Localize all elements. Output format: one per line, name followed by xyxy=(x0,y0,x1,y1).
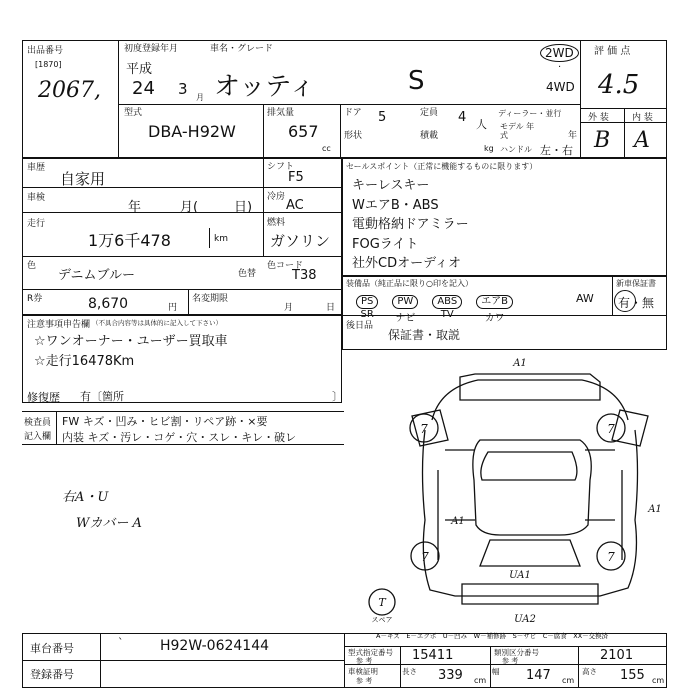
equipment-label: 装備品（純正品に限り○印を記入） xyxy=(346,279,473,288)
grade: S xyxy=(408,66,425,96)
length-label: 長さ xyxy=(402,667,417,676)
inspector-row-2: 内装 キズ・汚レ・コゲ・穴・スレ・キレ・破レ xyxy=(62,431,297,444)
inspector-label-1: 検査員 xyxy=(24,418,52,428)
mileage: 1万6千478 xyxy=(88,231,171,250)
damage-mark: 7 xyxy=(607,422,615,436)
lot-label: 出品番号 xyxy=(27,46,64,56)
damage-legend: A－キズ E－エクボ U－凹み W－補修跡 S－サビ C－腐食 XX－交換済 xyxy=(376,632,609,640)
sales-item: キーレスキー xyxy=(352,178,430,193)
equip-pw: PW xyxy=(392,295,418,309)
capacity-label: 定員 xyxy=(420,108,439,118)
name-change-label: 名変期限 xyxy=(192,294,229,304)
shift-label: シフト xyxy=(267,162,295,172)
displacement-label: 排気量 xyxy=(267,108,295,118)
lot-number: 2067, xyxy=(38,78,101,103)
ac: AC xyxy=(286,198,304,213)
spare-label: スペア xyxy=(371,616,393,624)
color-change-label: 色替 xyxy=(238,269,257,279)
equip-ps: PS xyxy=(356,295,378,309)
equip-leather: カワ xyxy=(484,313,505,324)
equip-tv: TV xyxy=(440,309,454,320)
damage-mark: A1 xyxy=(451,516,465,527)
width: 147 xyxy=(526,668,551,683)
category: 2101 xyxy=(600,648,634,663)
reg-month: 3 xyxy=(178,80,188,98)
damage-mark: 7 xyxy=(420,422,428,436)
name-grade-label: 車名・グレード xyxy=(210,44,274,54)
load-label: 積載 xyxy=(420,131,439,141)
eval-score: 4.5 xyxy=(598,70,640,100)
drive-4wd: 4WD xyxy=(546,80,575,94)
mileage-label: 走行 xyxy=(27,219,46,229)
damage-mark: T xyxy=(378,596,386,609)
usage-type-label: 車歴 xyxy=(27,163,46,173)
year-suffix: 年 xyxy=(568,131,578,141)
int-grade: A xyxy=(634,128,650,153)
door-label: ドア xyxy=(344,108,362,118)
equip-sr: SR xyxy=(360,309,374,320)
shape-label: 形状 xyxy=(344,131,363,141)
note-line: ☆走行16478Km xyxy=(34,354,135,369)
displacement: 657 xyxy=(288,122,319,141)
insp-day: 日) xyxy=(234,200,253,215)
nc-day: 日 xyxy=(326,303,336,313)
ac-label: 冷房 xyxy=(267,192,286,202)
warranty: 有・無 xyxy=(618,296,655,310)
handwritten-note-1: 右A・U xyxy=(62,490,109,505)
kg-unit: kg xyxy=(484,144,494,153)
type-no: 15411 xyxy=(412,648,454,663)
inspection-cert-sub: 参 考 xyxy=(356,677,373,685)
height: 155 xyxy=(620,668,645,683)
equip-airbag: エアB xyxy=(476,295,513,309)
damage-mark: 7 xyxy=(607,550,615,564)
doors: 5 xyxy=(378,110,387,125)
sales-item: FOGライト xyxy=(352,236,419,252)
handle-label: ハンドル xyxy=(500,145,532,154)
month-unit: 月 xyxy=(196,93,204,102)
dealer-label: ディーラー・並行 xyxy=(498,109,562,118)
recycle-label: R券 xyxy=(27,294,43,304)
reg-label: 初度登録年月 xyxy=(124,44,179,54)
repair-label: 修復歴 xyxy=(27,391,60,404)
inspection-cert-label: 車検証明 xyxy=(348,667,378,676)
person-unit: 人 xyxy=(476,118,487,131)
inspector-row-1: FW キズ・凹み・ヒビ割・リペア跡・×要 xyxy=(62,415,268,428)
car-name: オッティ xyxy=(214,72,316,102)
rear-value: 保証書・取説 xyxy=(388,328,461,342)
color-label: 色 xyxy=(27,261,37,271)
yen-unit: 円 xyxy=(168,303,178,313)
model: DBA-H92W xyxy=(148,122,236,141)
fuel: ガソリン xyxy=(270,232,331,250)
rear-label: 後日品 xyxy=(346,321,374,331)
inspection-label: 車検 xyxy=(27,193,46,203)
lot-sub: [1870] xyxy=(35,60,62,69)
category-sub: 参 考 xyxy=(502,657,519,665)
width-label: 幅 xyxy=(492,667,500,676)
insp-month: 月( xyxy=(180,200,199,215)
category-label: 類別区分番号 xyxy=(494,648,539,657)
model-year-label: モデル 年式 xyxy=(500,122,535,140)
height-label: 高さ xyxy=(582,667,597,676)
auction-sheet: 出品番号 [1870] 2067, 初度登録年月 車名・グレード 平成 24 3 月 オッティ S 2WD · 4WD 評 価 点 4.5 外 装 内 装 B A 型式 DBA-H92W 排気量 657 cc ドア 5 定員 4 人 ディーラー・並行 形状 積載 モデル 年式 年 kg ハンドル 左・右 車歴 自家用 車検 年 月( 日) 走行 1万6千478 km シフト F5 冷房 AC 燃料 ガソリン 色 デニムブルー 色替 色コード T38 R券 8,670 円 名変期限 月 日 セールスポイント（正常に機能するものに限ります） キーレスキー WエアB・ABS 電動格納ドアミラー FOGライト 社外CDオーディオ 装備品（純正品に限り○印を記入） PS SR PW ナビ ABS TV エアB カワ AW 新車保証書 有・無 注意事項申告欄 （不具合内容等は具体的に記入して下さい） ☆ワンオーナー・ユーザー買取車 ☆走行16478Km 修復歴 有〔箇所 〕 後日品 保証書・取説 検査員 記入欄 FW キズ・凹み・ヒビ割・リペア跡・×要 内装 キズ・汚レ・コゲ・穴・スレ・キレ・破レ 右A・U Wカバー A 7 7 7 7 A1 A1 A1 UA1 UA2 T スペア A－キズ E－エクボ U－凹み W－補修跡 S－サビ C－腐食 XX－交換済 車台番号 ` H92W-0624144 登録番号 型式指定番号 参 考 15411 類別区分番号 参 考 2101 車検証明 参 考 長さ 339 cm 幅 147 cm 高さ 155 cm xyxy=(0,0,700,700)
reg-year: 24 xyxy=(132,78,155,99)
insp-year: 年 xyxy=(128,200,142,215)
length: 339 xyxy=(438,668,463,683)
sales-item: WエアB・ABS xyxy=(352,197,439,213)
damage-mark: UA1 xyxy=(509,570,531,581)
handle: 左・右 xyxy=(540,144,573,157)
notes-label: 注意事項申告欄 xyxy=(27,320,91,330)
damage-mark: UA2 xyxy=(514,614,536,625)
drive-2wd: 2WD xyxy=(540,44,579,62)
repair-bracket: 〕 xyxy=(332,390,343,403)
equip-aw: AW xyxy=(576,292,594,305)
equip-abs: ABS xyxy=(432,295,462,309)
equip-navi: ナビ xyxy=(395,313,416,324)
warranty-label: 新車保証書 xyxy=(616,279,656,288)
repair-value: 有〔箇所 xyxy=(80,390,124,403)
shift: F5 xyxy=(288,170,304,185)
ext-label: 外 装 xyxy=(588,113,609,123)
color-code-label: 色コード xyxy=(267,261,304,271)
damage-mark: A1 xyxy=(648,504,662,515)
sales-item: 電動格納ドアミラー xyxy=(352,217,469,232)
sales-label: セールスポイント（正常に機能するものに限ります） xyxy=(346,162,538,171)
handwritten-note-2: Wカバー A xyxy=(76,516,142,531)
color-code: T38 xyxy=(292,268,317,283)
height-unit: cm xyxy=(652,676,665,685)
capacity: 4 xyxy=(458,110,467,125)
inspector-label-2: 記入欄 xyxy=(24,432,52,442)
sales-item: 社外CDオーディオ xyxy=(352,256,462,271)
eval-label: 評 価 点 xyxy=(594,46,631,57)
note-line: ☆ワンオーナー・ユーザー買取車 xyxy=(34,334,228,349)
model-label: 型式 xyxy=(124,108,143,118)
era: 平成 xyxy=(126,62,153,77)
nc-month: 月 xyxy=(284,303,294,313)
damage-mark: 7 xyxy=(421,550,429,564)
ext-grade: B xyxy=(594,128,611,153)
fuel-label: 燃料 xyxy=(267,218,286,228)
length-unit: cm xyxy=(474,676,487,685)
km-unit: km xyxy=(214,234,228,244)
type-no-sub: 参 考 xyxy=(356,657,373,665)
width-unit: cm xyxy=(562,676,575,685)
damage-mark: A1 xyxy=(513,358,527,369)
notes-sub: （不具合内容等は具体的に記入して下さい） xyxy=(92,319,222,327)
chassis-label: 車台番号 xyxy=(30,642,74,655)
usage-type: 自家用 xyxy=(60,170,106,188)
cc-unit: cc xyxy=(322,144,331,153)
reg-number-label: 登録番号 xyxy=(30,668,74,681)
chassis-number: H92W-0624144 xyxy=(160,638,270,654)
recycle-fee: 8,670 xyxy=(88,296,129,312)
int-label: 内 装 xyxy=(632,113,653,123)
type-no-label: 型式指定番号 xyxy=(348,648,393,657)
color: デニムブルー xyxy=(58,268,135,283)
